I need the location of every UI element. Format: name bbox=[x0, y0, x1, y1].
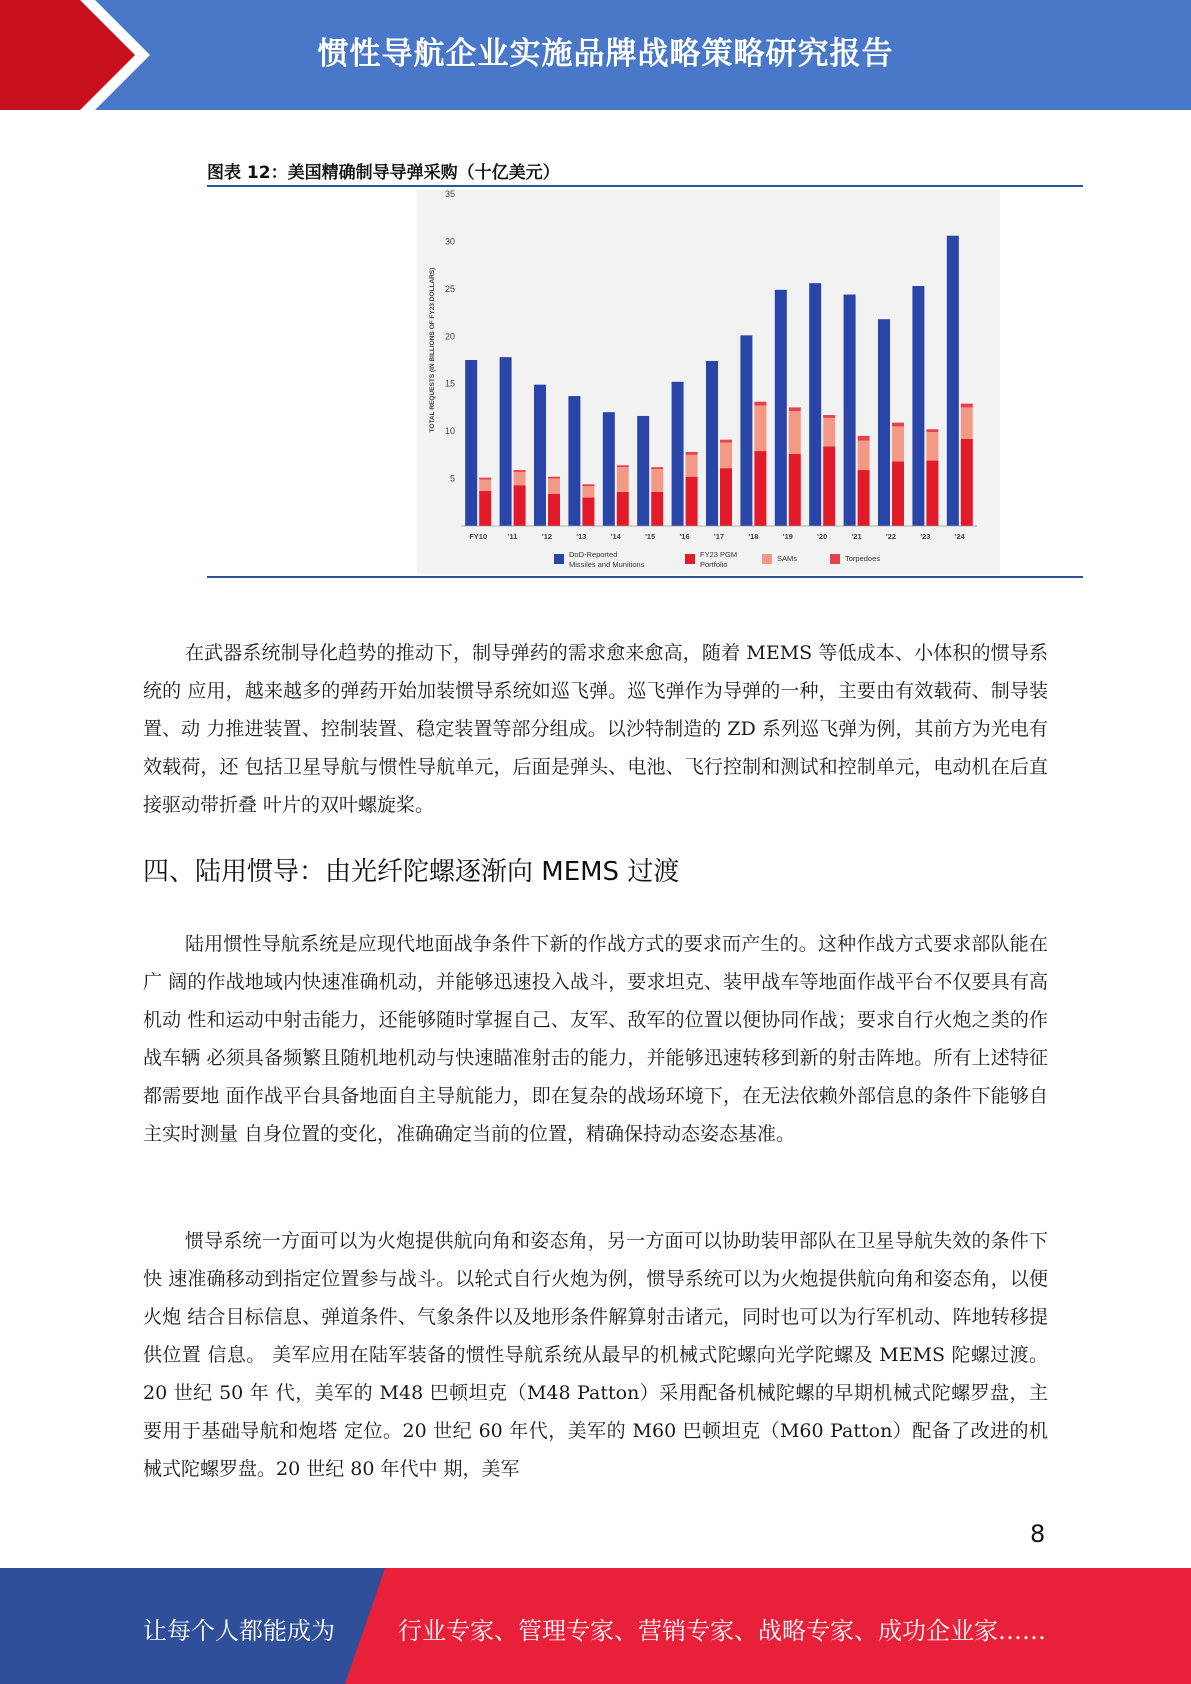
bar-segment-sams bbox=[961, 407, 973, 438]
bar-segment-fy23-pgm-portfolio bbox=[892, 461, 904, 526]
bar-segment-fy23-pgm-portfolio bbox=[823, 446, 835, 526]
x-tick-label: '23 bbox=[920, 532, 931, 541]
bar-segment-torpedoes bbox=[823, 415, 835, 418]
bar-dod-total bbox=[912, 286, 924, 526]
bar-segment-sams bbox=[858, 441, 870, 470]
bar-segment-sams bbox=[754, 406, 766, 452]
bar-segment-sams bbox=[892, 426, 904, 461]
bar-segment-sams bbox=[514, 472, 526, 485]
legend-label: SAMs bbox=[777, 554, 798, 563]
bar-dod-total bbox=[672, 382, 684, 526]
x-tick-label: '21 bbox=[851, 532, 862, 541]
bar-segment-fy23-pgm-portfolio bbox=[514, 485, 526, 526]
bar-segment-sams bbox=[789, 411, 801, 454]
y-tick-label: 5 bbox=[449, 473, 455, 484]
legend-label-line2: Missiles and Munitions bbox=[569, 560, 645, 569]
bar-segment-fy23-pgm-portfolio bbox=[651, 492, 663, 526]
y-tick-label: 35 bbox=[444, 190, 455, 199]
x-tick-label: '15 bbox=[645, 532, 656, 541]
bar-segment-torpedoes bbox=[926, 429, 938, 432]
bar-segment-torpedoes bbox=[548, 477, 560, 479]
bar-segment-sams bbox=[651, 469, 663, 492]
bar-segment-fy23-pgm-portfolio bbox=[720, 468, 732, 526]
bar-dod-total bbox=[465, 360, 477, 526]
header-title: 惯性导航企业实施品牌战略策略研究报告 bbox=[317, 36, 894, 72]
legend-label: Torpedoes bbox=[845, 554, 881, 563]
page-number: 8 bbox=[1030, 1520, 1046, 1548]
bar-segment-sams bbox=[617, 467, 629, 492]
x-tick-label: '12 bbox=[541, 532, 553, 541]
bar-dod-total bbox=[775, 290, 787, 526]
bar-segment-torpedoes bbox=[686, 452, 698, 455]
paragraph-2: 陆用惯性导航系统是应现代地面战争条件下新的作战方式的要求而产生的。这种作战方式要求部队能在广 阔的作战地域内快速准确机动，并能够迅速投入战斗，要求坦克、装甲战车等地面作战平台不仅要具有高机动 性和运动中射击能力，还能够随时掌握自己、友军、敌军的位置以便协同作战；要求自行火炮之类的作战车辆 必须具备频繁且随机地机动与快速瞄准射击的能力，并能够迅速转移到新的射击阵地。所有上述特征都需要地 面作战平台具备地面自主导航能力，即在复杂的战场环境下，在无法依赖外部信息的条件下能够自主实时测量 自身位置的变化，准确确定当前的位置，精确保持动态姿态基准。 bbox=[143, 933, 1048, 1145]
x-tick-label: '13 bbox=[576, 532, 587, 541]
bar-segment-torpedoes bbox=[651, 467, 663, 469]
bar-segment-torpedoes bbox=[617, 465, 629, 467]
bar-segment-fy23-pgm-portfolio bbox=[961, 439, 973, 526]
x-tick-label: '11 bbox=[507, 532, 518, 541]
bar-segment-sams bbox=[686, 455, 698, 477]
bar-segment-torpedoes bbox=[582, 484, 594, 486]
bar-dod-total bbox=[878, 319, 890, 526]
bar-segment-fy23-pgm-portfolio bbox=[926, 461, 938, 526]
bar-segment-torpedoes bbox=[892, 423, 904, 427]
paragraph-3: 惯导系统一方面可以为火炮提供航向角和姿态角，另一方面可以协助装甲部队在卫星导航失效的条件下快 速准确移动到指定位置参与战斗。以轮式自行火炮为例，惯导系统可以为火炮提供航向角和姿态角，以便火炮 结合目标信息、弹道条件、气象条件以及地形条件解算射击诸元，同时也可以为行军机动、阵地转移提供位置 信息。 美军应用在陆军装备的惯性导航系统从最早的机械式陀螺向光学陀螺及 MEMS 陀螺过渡。20 世纪 50 年 代，美军的 M48 巴顿坦克（M48 Patton）采用配备机械陀螺的早期机械式陀螺罗盘，主要用于基础导航和炮塔 定位。20 世纪 60 年代，美军的 M60 巴顿坦克（M60 Patton）配备了改进的机械式陀螺罗盘。20 世纪 80 年代中 期，美军 bbox=[143, 1230, 1048, 1480]
bar-segment-sams bbox=[926, 432, 938, 460]
legend-swatch bbox=[685, 554, 695, 564]
x-tick-label: '14 bbox=[610, 532, 621, 541]
y-axis-label: TOTAL REQUESTS (IN BILLIONS OF FY23 DOLLARS) bbox=[429, 267, 436, 433]
bar-segment-sams bbox=[823, 418, 835, 446]
bar-segment-fy23-pgm-portfolio bbox=[617, 492, 629, 526]
y-tick-label: 10 bbox=[444, 426, 455, 437]
bar-chart bbox=[417, 190, 1000, 574]
legend-label: DoD-Reported bbox=[569, 550, 618, 559]
bar-segment-fy23-pgm-portfolio bbox=[789, 454, 801, 526]
legend-swatch bbox=[762, 554, 772, 564]
bar-segment-torpedoes bbox=[789, 407, 801, 411]
bar-segment-sams bbox=[548, 479, 560, 494]
x-tick-label: '17 bbox=[713, 532, 725, 541]
figure-top-rule bbox=[207, 185, 1083, 187]
y-tick-label: 25 bbox=[444, 283, 455, 294]
paragraph-1: 在武器系统制导化趋势的推动下，制导弹药的需求愈来愈高，随着 MEMS 等低成本、小体积的惯导系统的 应用，越来越多的弹药开始加装惯导系统如巡飞弹。巡飞弹作为导弹的一种，主要由有效载荷、制导装置、动 力推进装置、控制装置、稳定装置等部分组成。以沙特制造的 ZD 系列巡飞弹为例，其前方为光电有效载荷，还 包括卫星导航与惯性导航单元，后面是弹头、电池、飞行控制和测试和控制单元，电动机在后直接驱动带折叠 叶片的双叶螺旋桨。 bbox=[143, 642, 1048, 816]
section-heading: 四、陆用惯导：由光纤陀螺逐渐向 MEMS 过渡 bbox=[143, 857, 680, 887]
x-tick-label: '19 bbox=[782, 532, 793, 541]
bar-segment-fy23-pgm-portfolio bbox=[582, 498, 594, 526]
bar-segment-torpedoes bbox=[514, 470, 526, 472]
page-header bbox=[0, 0, 1191, 110]
bar-segment-fy23-pgm-portfolio bbox=[858, 470, 870, 526]
bar-segment-fy23-pgm-portfolio bbox=[548, 494, 560, 526]
bar-segment-torpedoes bbox=[961, 404, 973, 408]
bar-segment-sams bbox=[582, 486, 594, 497]
bar-segment-torpedoes bbox=[754, 402, 766, 406]
chart-panel bbox=[417, 190, 1000, 574]
bar-dod-total bbox=[500, 357, 512, 526]
bar-dod-total bbox=[844, 295, 856, 526]
figure-caption: 图表 12：美国精确制导导弹采购（十亿美元） bbox=[207, 163, 560, 183]
bar-segment-sams bbox=[479, 480, 491, 491]
bar-dod-total bbox=[568, 396, 580, 526]
bar-segment-torpedoes bbox=[720, 440, 732, 443]
bar-dod-total bbox=[706, 361, 718, 526]
x-tick-label: '22 bbox=[885, 532, 897, 541]
bar-dod-total bbox=[947, 236, 959, 526]
bar-dod-total bbox=[603, 412, 615, 526]
y-tick-label: 20 bbox=[444, 331, 455, 342]
footer-slogan-left: 让每个人都能成为 bbox=[143, 1617, 335, 1645]
x-tick-label: '16 bbox=[679, 532, 690, 541]
bar-segment-sams bbox=[720, 443, 732, 469]
footer-slogan-right: 行业专家、管理专家、营销专家、战略专家、成功企业家…… bbox=[398, 1617, 1046, 1645]
bar-segment-fy23-pgm-portfolio bbox=[479, 491, 491, 526]
bar-dod-total bbox=[740, 335, 752, 526]
figure-bottom-rule bbox=[207, 576, 1083, 578]
legend-swatch bbox=[554, 554, 564, 564]
legend-swatch bbox=[830, 554, 840, 564]
bar-segment-torpedoes bbox=[858, 436, 870, 441]
bar-dod-total bbox=[809, 283, 821, 526]
bar-segment-fy23-pgm-portfolio bbox=[754, 451, 766, 526]
x-tick-label: '20 bbox=[817, 532, 828, 541]
bar-dod-total bbox=[534, 385, 546, 526]
bar-segment-torpedoes bbox=[479, 478, 491, 480]
x-tick-label: FY10 bbox=[469, 532, 488, 541]
y-tick-label: 15 bbox=[444, 378, 455, 389]
legend-label: FY23 PGM bbox=[700, 550, 738, 559]
bar-dod-total bbox=[637, 416, 649, 526]
legend-label-line2: Portfolio bbox=[700, 560, 728, 569]
y-tick-label: 30 bbox=[444, 236, 455, 247]
bar-segment-fy23-pgm-portfolio bbox=[686, 477, 698, 526]
x-tick-label: '18 bbox=[748, 532, 759, 541]
x-tick-label: '24 bbox=[954, 532, 965, 541]
